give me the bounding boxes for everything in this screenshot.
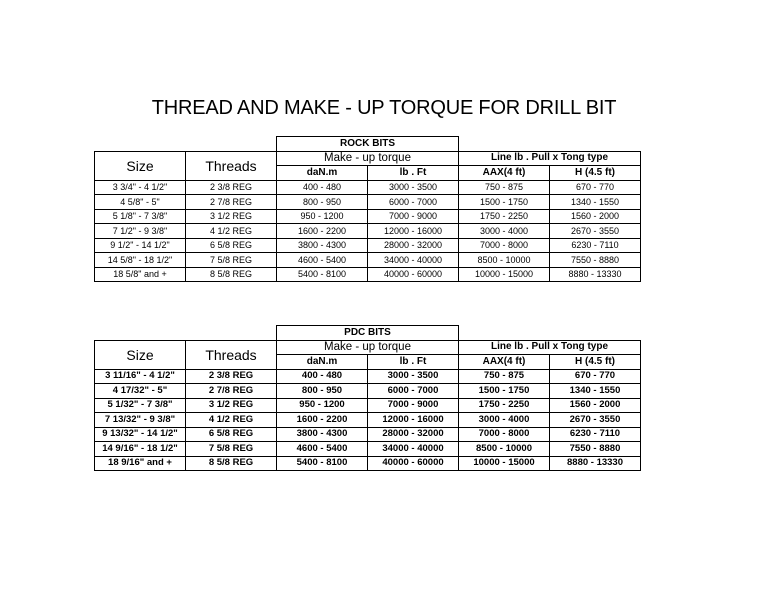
size-header: Size xyxy=(95,340,186,369)
h-cell: 8880 - 13330 xyxy=(550,267,641,282)
table-row xyxy=(95,384,641,399)
size-cell: 14 9/16" - 18 1/2" xyxy=(95,442,186,457)
size-cell: 14 5/8" - 18 1/2" xyxy=(95,253,186,268)
dan-m-cell: 1600 - 2200 xyxy=(277,224,368,239)
table-row xyxy=(95,427,641,442)
dan-m-cell: 950 - 1200 xyxy=(277,209,368,224)
aax-cell: 750 - 875 xyxy=(459,369,550,384)
threads-cell: 6 5/8 REG xyxy=(186,427,277,442)
rock-bits-table xyxy=(94,136,641,282)
threads-cell: 6 5/8 REG xyxy=(186,238,277,253)
dan-m-cell: 5400 - 8100 xyxy=(277,267,368,282)
dan-m-cell: 1600 - 2200 xyxy=(277,413,368,428)
aax-cell: 1500 - 1750 xyxy=(459,195,550,210)
threads-cell: 7 5/8 REG xyxy=(186,253,277,268)
table-row xyxy=(95,456,641,471)
threads-cell: 4 1/2 REG xyxy=(186,413,277,428)
table-row xyxy=(95,413,641,428)
threads-cell: 2 7/8 REG xyxy=(186,384,277,399)
dan-m-cell: 400 - 480 xyxy=(277,180,368,195)
dan-m-cell: 4600 - 5400 xyxy=(277,253,368,268)
aax-cell: 1750 - 2250 xyxy=(459,398,550,413)
threads-header: Threads xyxy=(186,340,277,369)
threads-cell: 2 7/8 REG xyxy=(186,195,277,210)
h-cell: 1340 - 1550 xyxy=(550,195,641,210)
threads-cell: 2 3/8 REG xyxy=(186,180,277,195)
table-row xyxy=(95,209,641,224)
lb-ft-cell: 28000 - 32000 xyxy=(368,427,459,442)
dan-m-header: daN.m xyxy=(277,166,368,181)
aax-cell: 3000 - 4000 xyxy=(459,413,550,428)
aax-header: AAX(4 ft) xyxy=(459,166,550,181)
lb-ft-cell: 3000 - 3500 xyxy=(368,369,459,384)
h-cell: 8880 - 13330 xyxy=(550,456,641,471)
threads-cell: 8 5/8 REG xyxy=(186,456,277,471)
aax-cell: 7000 - 8000 xyxy=(459,238,550,253)
dan-m-cell: 5400 - 8100 xyxy=(277,456,368,471)
size-cell: 9 13/32" - 14 1/2" xyxy=(95,427,186,442)
h-header: H (4.5 ft) xyxy=(550,166,641,181)
dan-m-cell: 800 - 950 xyxy=(277,195,368,210)
aax-cell: 10000 - 15000 xyxy=(459,267,550,282)
lb-ft-cell: 40000 - 60000 xyxy=(368,267,459,282)
aax-cell: 1500 - 1750 xyxy=(459,384,550,399)
dan-m-header: daN.m xyxy=(277,355,368,370)
h-cell: 1560 - 2000 xyxy=(550,398,641,413)
table-row xyxy=(95,238,641,253)
table-row xyxy=(95,398,641,413)
h-cell: 670 - 770 xyxy=(550,369,641,384)
threads-header: Threads xyxy=(186,151,277,180)
size-cell: 4 17/32" - 5" xyxy=(95,384,186,399)
table-section-label: ROCK BITS xyxy=(277,137,459,152)
aax-cell: 7000 - 8000 xyxy=(459,427,550,442)
dan-m-cell: 800 - 950 xyxy=(277,384,368,399)
aax-cell: 8500 - 10000 xyxy=(459,442,550,457)
table-row xyxy=(95,267,641,282)
page-title: THREAD AND MAKE - UP TORQUE FOR DRILL BIT xyxy=(151,97,617,119)
h-cell: 1340 - 1550 xyxy=(550,384,641,399)
size-cell: 3 3/4" - 4 1/2" xyxy=(95,180,186,195)
h-cell: 670 - 770 xyxy=(550,180,641,195)
size-cell: 18 5/8" and + xyxy=(95,267,186,282)
threads-cell: 8 5/8 REG xyxy=(186,267,277,282)
aax-cell: 10000 - 15000 xyxy=(459,456,550,471)
dan-m-cell: 950 - 1200 xyxy=(277,398,368,413)
lb-ft-cell: 40000 - 60000 xyxy=(368,456,459,471)
lb-ft-cell: 6000 - 7000 xyxy=(368,384,459,399)
table-row xyxy=(95,180,641,195)
table-row xyxy=(95,224,641,239)
h-cell: 7550 - 8880 xyxy=(550,253,641,268)
lb-ft-header: lb . Ft xyxy=(368,166,459,181)
lb-ft-cell: 28000 - 32000 xyxy=(368,238,459,253)
size-cell: 4 5/8" - 5" xyxy=(95,195,186,210)
h-cell: 7550 - 8880 xyxy=(550,442,641,457)
dan-m-cell: 3800 - 4300 xyxy=(277,238,368,253)
lb-ft-cell: 6000 - 7000 xyxy=(368,195,459,210)
size-cell: 3 11/16" - 4 1/2" xyxy=(95,369,186,384)
h-cell: 6230 - 7110 xyxy=(550,427,641,442)
aax-cell: 1750 - 2250 xyxy=(459,209,550,224)
table-section-label: PDC BITS xyxy=(277,326,459,341)
dan-m-cell: 400 - 480 xyxy=(277,369,368,384)
size-header: Size xyxy=(95,151,186,180)
line-pull-header: Line lb . Pull x Tong type xyxy=(459,151,641,166)
dan-m-cell: 4600 - 5400 xyxy=(277,442,368,457)
pdc-bits-table xyxy=(94,325,641,471)
threads-cell: 2 3/8 REG xyxy=(186,369,277,384)
aax-cell: 750 - 875 xyxy=(459,180,550,195)
h-cell: 6230 - 7110 xyxy=(550,238,641,253)
dan-m-cell: 3800 - 4300 xyxy=(277,427,368,442)
table-row xyxy=(95,442,641,457)
aax-cell: 3000 - 4000 xyxy=(459,224,550,239)
makeup-torque-header: Make - up torque xyxy=(277,340,459,355)
h-cell: 2670 - 3550 xyxy=(550,224,641,239)
lb-ft-cell: 7000 - 9000 xyxy=(368,209,459,224)
table-row xyxy=(95,369,641,384)
lb-ft-header: lb . Ft xyxy=(368,355,459,370)
aax-cell: 8500 - 10000 xyxy=(459,253,550,268)
threads-cell: 7 5/8 REG xyxy=(186,442,277,457)
size-cell: 5 1/32" - 7 3/8" xyxy=(95,398,186,413)
lb-ft-cell: 34000 - 40000 xyxy=(368,253,459,268)
size-cell: 5 1/8" - 7 3/8" xyxy=(95,209,186,224)
lb-ft-cell: 12000 - 16000 xyxy=(368,224,459,239)
table-row xyxy=(95,195,641,210)
size-cell: 7 1/2" - 9 3/8" xyxy=(95,224,186,239)
h-header: H (4.5 ft) xyxy=(550,355,641,370)
h-cell: 1560 - 2000 xyxy=(550,209,641,224)
h-cell: 2670 - 3550 xyxy=(550,413,641,428)
lb-ft-cell: 12000 - 16000 xyxy=(368,413,459,428)
lb-ft-cell: 3000 - 3500 xyxy=(368,180,459,195)
line-pull-header: Line lb . Pull x Tong type xyxy=(459,340,641,355)
size-cell: 7 13/32" - 9 3/8" xyxy=(95,413,186,428)
table-row xyxy=(95,253,641,268)
threads-cell: 4 1/2 REG xyxy=(186,224,277,239)
size-cell: 18 9/16" and + xyxy=(95,456,186,471)
makeup-torque-header: Make - up torque xyxy=(277,151,459,166)
lb-ft-cell: 34000 - 40000 xyxy=(368,442,459,457)
size-cell: 9 1/2" - 14 1/2" xyxy=(95,238,186,253)
threads-cell: 3 1/2 REG xyxy=(186,209,277,224)
lb-ft-cell: 7000 - 9000 xyxy=(368,398,459,413)
aax-header: AAX(4 ft) xyxy=(459,355,550,370)
threads-cell: 3 1/2 REG xyxy=(186,398,277,413)
